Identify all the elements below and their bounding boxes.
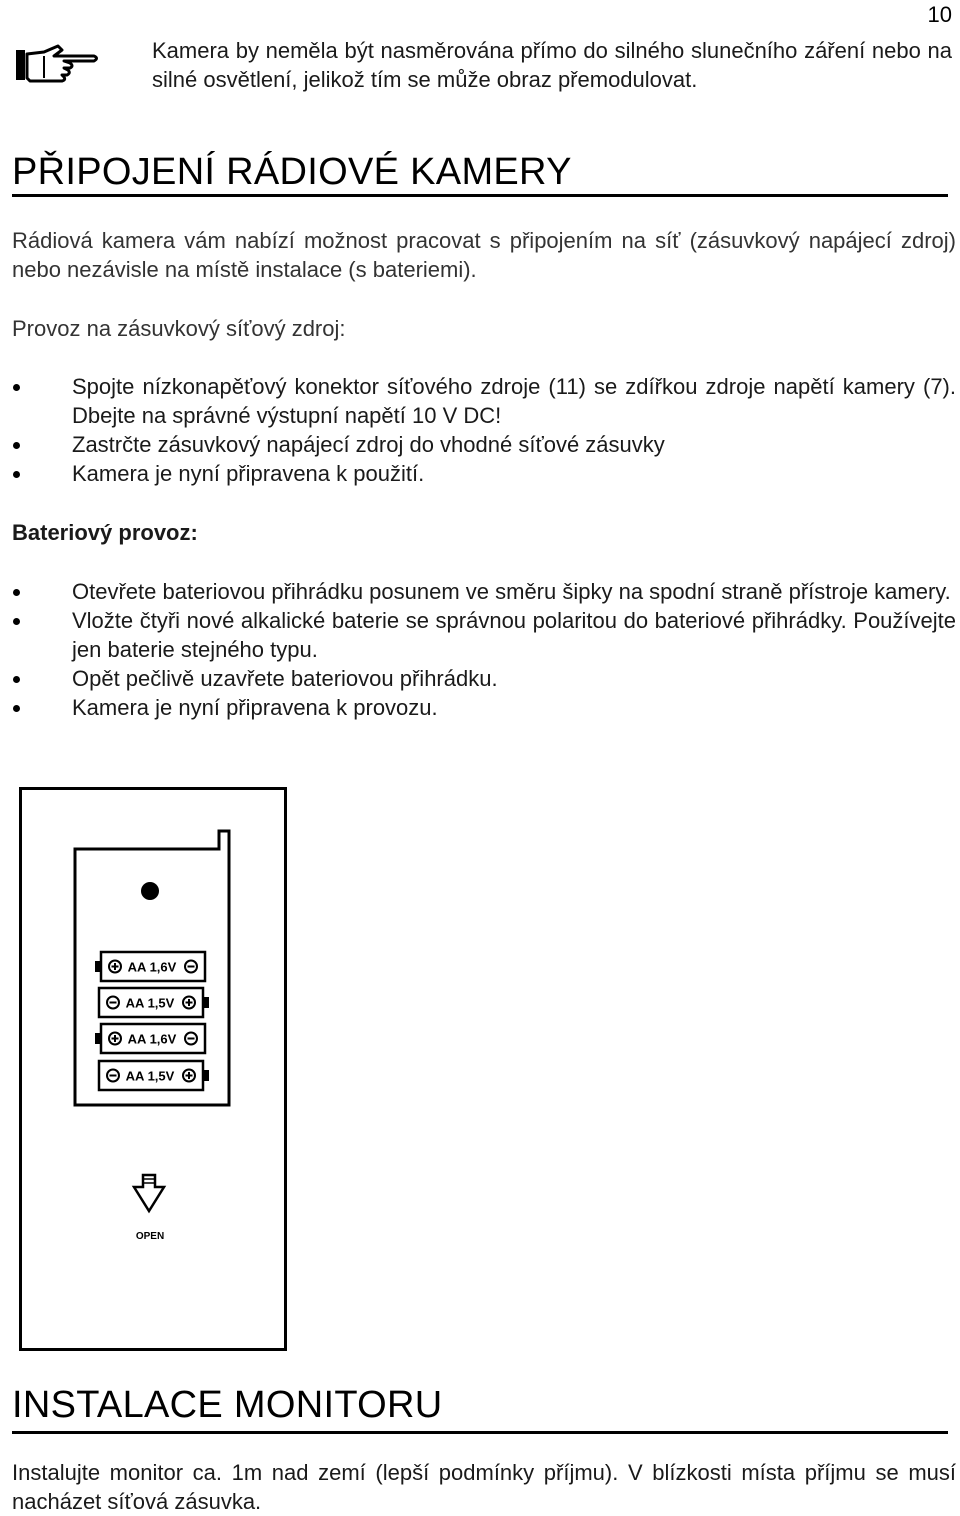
list-item: Kamera je nyní připravena k použití.	[0, 459, 956, 488]
bullet-icon	[13, 705, 20, 712]
camera-battery-compartment-illustration	[19, 787, 287, 1351]
list-item: Otevřete bateriovou přihrádku posunem ve směru šipky na spodní straně přístroje kamery.	[0, 577, 956, 606]
bullet-icon	[13, 471, 20, 478]
open-label: OPEN	[135, 1231, 165, 1242]
mains-steps-list	[0, 372, 956, 488]
bullet-icon	[13, 442, 20, 449]
battery-label: AA 1,5V	[125, 1068, 175, 1084]
intro-paragraph: Rádiová kamera vám nabízí možnost pracovat s připojením na síť (zásuvkový napájecí zdroj) nebo nezávisle na místě instalace (s bateriemi).	[12, 228, 956, 282]
bullet-icon	[13, 589, 20, 596]
battery-slot	[95, 952, 205, 981]
page-number: 10	[927, 2, 952, 27]
battery-slot	[95, 1024, 205, 1053]
section-divider	[12, 194, 948, 197]
section-title: PŘIPOJENÍ RÁDIOVÉ KAMERY	[12, 151, 572, 193]
list-item: Opět pečlivě uzavřete bateriovou přihrádku.	[0, 664, 956, 693]
battery-label: AA 1,6V	[127, 1031, 177, 1047]
battery-label: AA 1,6V	[127, 959, 177, 975]
battery-steps-list	[0, 577, 956, 722]
battery-slot	[99, 988, 209, 1017]
mains-heading: Provoz na zásuvkový síťový zdroj:	[12, 316, 346, 341]
list-item: Zastrčte zásuvkový napájecí zdroj do vhodné síťové zásuvky	[0, 430, 956, 459]
monitor-install-paragraph: Instalujte monitor ca. 1m nad zemí (lepší podmínky příjmu). V blízkosti místa příjmu se musí nacházet síťová zásuvka.	[12, 1460, 956, 1514]
bullet-icon	[13, 384, 20, 391]
list-item: Vložte čtyři nové alkalické baterie se správnou polaritou do bateriové přihrádky. Používejte jen baterie stejného typu.	[0, 606, 956, 664]
list-item: Spojte nízkonapěťový konektor síťového zdroje (11) se zdířkou zdroje napětí kamery (7). Dbejte na správné výstupní napětí 10 V DC!	[0, 372, 956, 430]
battery-label: AA 1,5V	[125, 995, 175, 1011]
bullet-icon	[13, 676, 20, 683]
section-title: INSTALACE MONITORU	[12, 1384, 443, 1426]
pointing-hand-icon	[14, 40, 100, 84]
tip-text: Kamera by neměla být nasměrována přímo do silného slunečního záření nebo na silné osvětlení, jelikož tím se může obraz přemodulovat.	[152, 38, 952, 92]
led-dot	[141, 882, 159, 900]
battery-slot	[99, 1061, 209, 1090]
list-item: Kamera je nyní připravena k provozu.	[0, 693, 956, 722]
section-divider	[12, 1431, 948, 1434]
bullet-icon	[13, 618, 20, 625]
battery-heading: Bateriový provoz:	[12, 520, 198, 545]
